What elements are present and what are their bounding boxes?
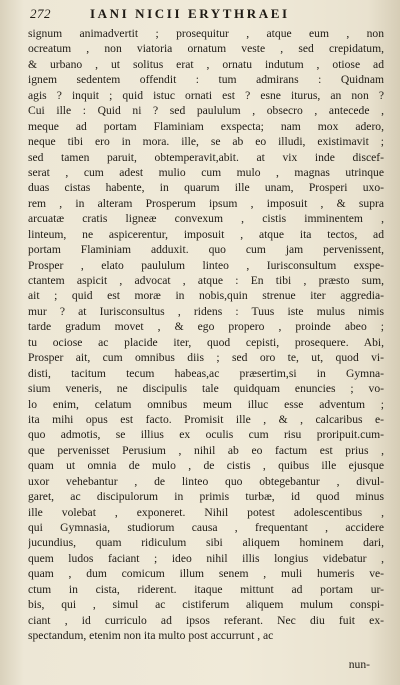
text-line: spectandum, etenim non ita multo post accurrunt , ac — [28, 629, 274, 643]
text-line: quem ludos faciant ; ideo nihil illis longius videbatur , — [28, 551, 384, 565]
text-line: neque tibi ero in mora. ille, se ab eo illudi, existimavit ; — [28, 135, 384, 149]
text-line: signum animadvertit ; prosequitur , atque eum , non — [28, 27, 384, 40]
text-line: agis ? inquit ; quid istuc ornati est ? esne iturus, an non ? — [28, 88, 384, 102]
text-line: ita mihi opus est facto. Promisit ille , & , calcaribus e- — [28, 412, 384, 426]
text-line: linteum, ne aspicerentur, imposuit , atque ita tectos, ad — [28, 227, 384, 241]
text-line: ctum in cista, riderent. itaque mittunt ad portam ur- — [28, 582, 384, 596]
text-line: disti, tacitum tecum habeas,ac præsertim,si in Gymna- — [28, 366, 384, 380]
text-line: serat , cum adest mulio cum mulo , magnas utrinque — [28, 165, 384, 179]
text-line: duas cistas habente, in quarum ille unam, Prosperi uxo- — [28, 181, 384, 195]
text-line: tu ociose ac placide iter, quod cepisti, prosequere. Abi, — [28, 335, 384, 349]
text-line: portam Flaminiam adduxit. quo cum jam pervenissent, — [28, 243, 384, 257]
page-number: 272 — [30, 6, 51, 21]
text-line: ciant , id curriculo ad ipsos referant. Nec diu fuit ex- — [28, 613, 384, 627]
text-line: meque ad portam Flaminiam exspecta; nam mox adero, — [28, 119, 384, 133]
text-line: ait ; quid est moræ in nobis,quin strenue iter aggredia- — [28, 289, 384, 303]
text-line: mur ? at Iurisconsultus , ridens : Tuus iste mulus nimis — [28, 304, 384, 318]
text-line: arcuatæ cratis ligneæ convexum , cistis imminentem , — [28, 212, 384, 226]
text-line: rem , in alteram Prosperum ipsum , imposuit , & supra — [28, 196, 384, 210]
catchword: nun- — [348, 658, 370, 671]
text-line: ignem sedentem offendit : tum admirans : Quidnam — [28, 73, 384, 87]
text-line: qui Gymnasia, studiorum causa , frequentant , accidere — [28, 521, 384, 534]
text-line: ocreatum , non viatoria ornatum veste , sed crepidatum, — [28, 42, 384, 56]
text-line: Cui ille : Quid ni ? sed paululum , obsecro , antecede , — [28, 104, 384, 118]
text-line: quo admotis, se illius ex oculis cum risu proripuit.cum- — [28, 428, 384, 442]
text-line: lo enim, celatum omnibus meum illuc esse adventum ; — [28, 397, 384, 411]
text-line: quam ut omnia de mulo , de cistis , quibus ille ejusque — [28, 459, 384, 473]
text-line: ctantem aspicit , advocat , atque : En tibi , præsto sum, — [28, 274, 384, 287]
text-line: quam , dum comicum illum senem , muli humeris ve- — [28, 567, 384, 581]
text-line: jucundius, quam ridiculum sibi aliquem hominem dari, — [28, 536, 384, 550]
text-line: Prosper , elato paululum linteo , Iurisconsultum exspe- — [28, 258, 384, 272]
text-line: garet, ac discipulorum in primis turbæ, id quod minus — [28, 490, 384, 504]
running-head: IANI NICII ERYTHRAEI — [90, 6, 290, 21]
text-line: que pervenisset Perusium , nihil ab eo factum est prius , — [28, 443, 384, 457]
text-line: & urbano , ut solitus erat , ornatu indutum , otiose ad — [28, 57, 384, 71]
text-line: bis, qui , simul ac cistiferum aliquem mulum conspi- — [28, 598, 384, 612]
text-line: tarde gradum movet , & ego propero , proinde abeo ; — [28, 320, 384, 334]
text-line: sium veneris, ne discipulis tale quidquam enuncies ; vo- — [28, 382, 384, 396]
text-line: uxor vehebantur , de linteo quo obtegebantur , divul- — [28, 474, 384, 488]
text-line: ille volebat , exponeret. Nihil potest adolescentibus , — [28, 505, 384, 519]
body-text — [28, 26, 384, 644]
text-line: Prosper ait, cum omnibus diis ; sed oro te, ut, quod vi- — [28, 351, 384, 365]
page-header — [30, 6, 380, 24]
text-line: sed tamen paruit, obtemperavit,abit. at vix inde discef- — [28, 150, 384, 164]
